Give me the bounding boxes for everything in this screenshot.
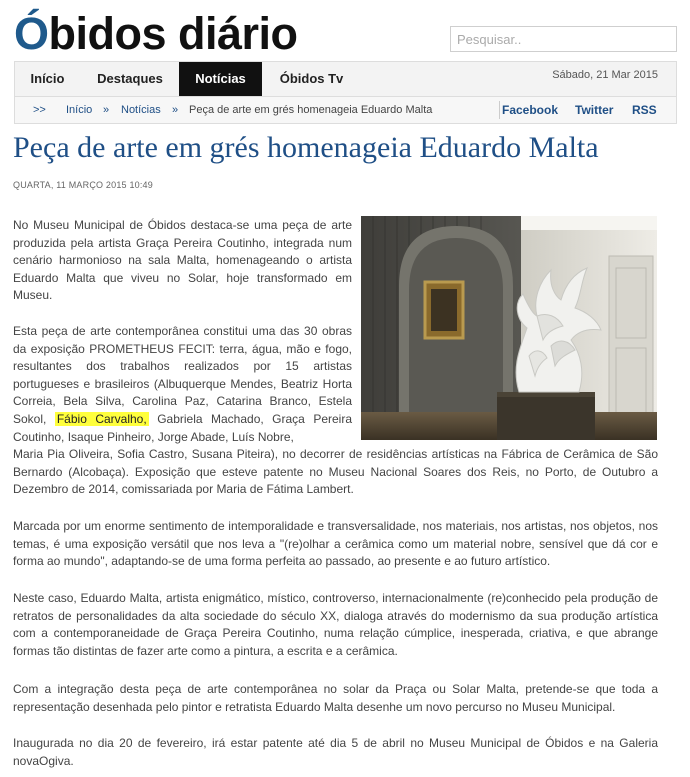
main-nav bbox=[14, 61, 677, 97]
article-paragraph bbox=[13, 323, 352, 446]
breadcrumb-separator: » bbox=[103, 104, 110, 116]
logo-initial: Ó bbox=[14, 8, 49, 59]
breadcrumb-bar bbox=[14, 97, 677, 124]
article-title: Peça de arte em grés homenageia Eduardo Malta bbox=[13, 131, 599, 164]
current-date: Sábado, 21 Mar 2015 bbox=[552, 69, 658, 81]
breadcrumb-separator: » bbox=[172, 104, 179, 116]
highlighted-artist-name: Fábio Carvalho, bbox=[56, 411, 147, 426]
nav-item-destaques[interactable]: Destaques bbox=[97, 71, 163, 86]
article-paragraph: Marcada por um enorme sentimento de intemporalidade e transversalidade, nos materiais, nos artistas, nos objetos, nos temas, é uma exposição versátil que nos leva a "(re)olhar a cerâmica como um material nobre, sensível que dá cor e forma ao mundo", adaptando-se de uma forma perfeita ao passado, ao presente e ao futuro artístico. bbox=[13, 519, 658, 569]
sculpture-photo-illustration bbox=[361, 216, 657, 440]
breadcrumb-noticias[interactable]: Notícias bbox=[121, 104, 161, 116]
article-paragraph: Com a integração desta peça de arte contemporânea no solar da Praça ou Solar Malta, pretende-se que toda a representação desenhada pelo pintor e retratista Eduardo Malta desenhe um novo percurso no Museu Municipal. bbox=[13, 682, 658, 714]
twitter-link[interactable]: Twitter bbox=[575, 103, 614, 117]
divider bbox=[499, 101, 500, 119]
breadcrumb-inicio[interactable]: Início bbox=[66, 104, 93, 116]
nav-item-inicio[interactable]: Início bbox=[30, 71, 65, 86]
search-input[interactable] bbox=[450, 26, 677, 52]
nav-item-obidos-tv[interactable]: Óbidos Tv bbox=[279, 71, 344, 86]
logo-text: bidos diário bbox=[48, 8, 298, 59]
paragraph-text: Esta peça de arte contemporânea constitui uma das 30 obras da exposição PROMETHEUS FECIT: terra, água, mão e fogo, resultantes dos trabalhos realizados por 15 artistas portugueses e brasileiros (Albuquerque Mendes, Beatriz Horta Correia, Bela Silva, Carolina Paz, Catarina Branco, Estela Sokol, bbox=[13, 324, 352, 426]
article-paragraph: Neste caso, Eduardo Malta, artista enigmático, místico, controverso, internacionalmente (re)conhecido pela produção de retratos de personalidades da alta sociedade do século XX, dialoga através do modernismo da sua produção artística com a contemporaneidade de Graça Pereira Coutinho, numa relação cúmplice, inesperada, criativa, e que abrange formas tão distintas de fazer arte como a pintura, a escrita e a cerâmica. bbox=[13, 591, 658, 658]
site-logo[interactable] bbox=[14, 4, 298, 64]
article-paragraph: Inaugurada no dia 20 de fevereiro, irá estar patente até dia 5 de abril no Museu Municipal de Óbidos e na Galeria novaOgiva. bbox=[13, 736, 658, 768]
article-paragraph: No Museu Municipal de Óbidos destaca-se uma peça de arte produzida pela artista Graça Pereira Coutinho, integrada num cenário harmonioso na sala Malta, homenageando o artista Eduardo Malta que viveu no Solar, hoje transformado em Museu. bbox=[13, 218, 352, 303]
article-date: QUARTA, 11 MARÇO 2015 10:49 bbox=[13, 180, 153, 190]
facebook-link[interactable]: Facebook bbox=[502, 103, 559, 117]
paragraph-text: Gabriela Machado, Graça Pereira Coutinho, Isaque Pinheiro, Jorge Abade, Luís Nobre, bbox=[13, 411, 353, 444]
article-paragraph: Maria Pia Oliveira, Sofia Castro, Susana Piteira), no decorrer de residências artísticas na Fábrica de Cerâmica de São Bernardo (Alcobaça). Exposição que esteve patente no Museu Nacional Soares dos Reis, no Porto, de Outubro a Dezembro de 2014, comissariada por Maria de Fátima Lambert. bbox=[13, 447, 658, 497]
breadcrumb-current: Peça de arte em grés homenageia Eduardo Malta bbox=[189, 104, 433, 116]
nav-item-noticias[interactable]: Notícias bbox=[179, 62, 262, 96]
rss-link[interactable]: RSS bbox=[632, 103, 657, 117]
article-photo bbox=[361, 216, 657, 440]
breadcrumb-home-arrows[interactable]: >> bbox=[33, 104, 46, 116]
